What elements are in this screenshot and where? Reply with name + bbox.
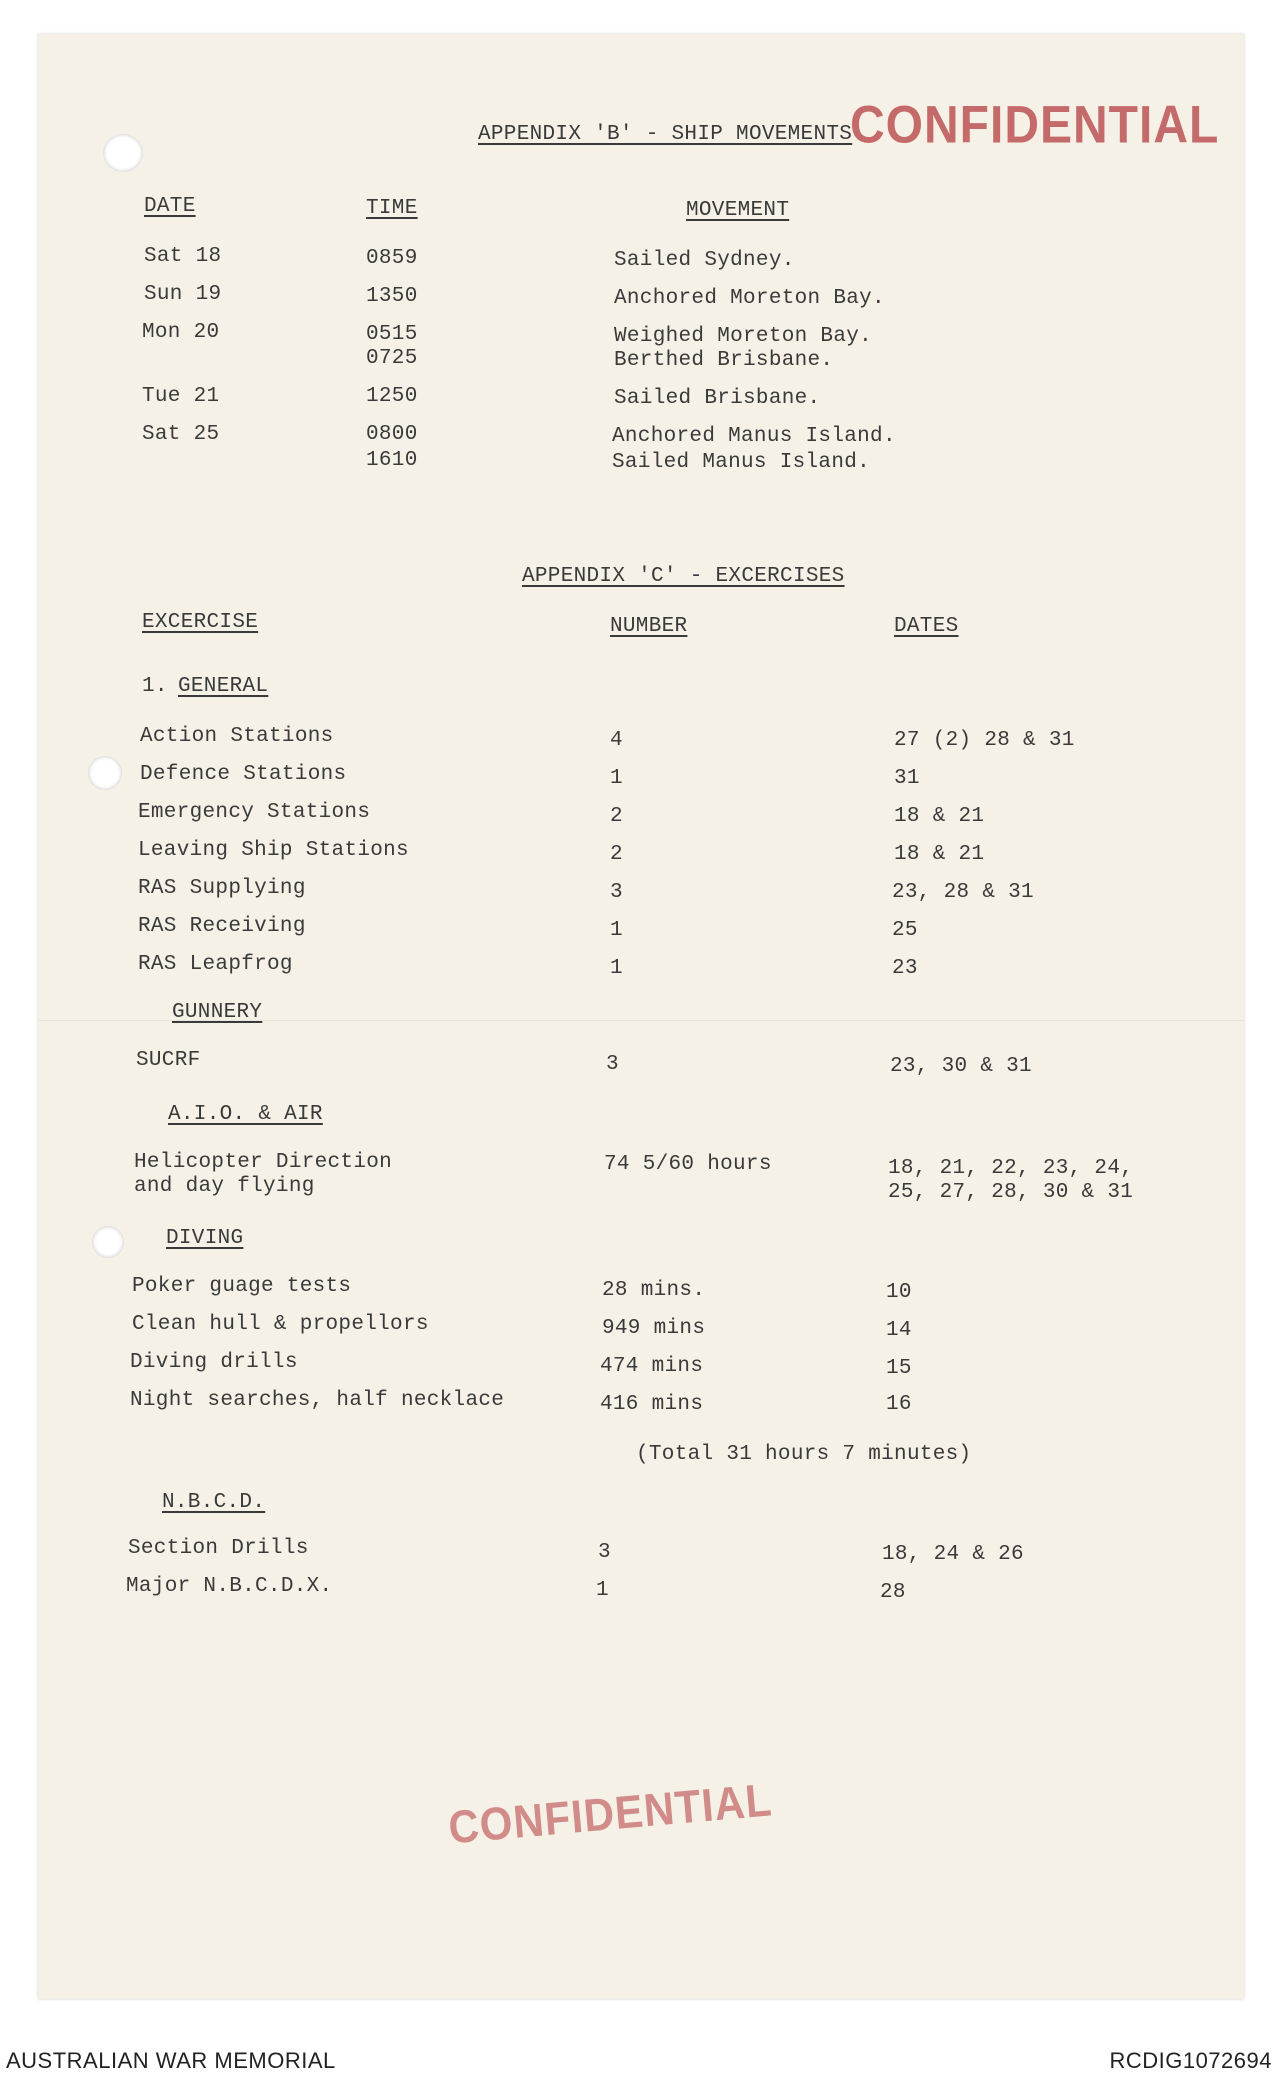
header-date: DATE <box>144 195 196 218</box>
exercise-number: 1 <box>610 919 623 942</box>
exercise-name: Action Stations <box>140 725 334 748</box>
exercise-dates: 10 <box>886 1281 912 1304</box>
punch-hole-lower <box>92 1226 124 1258</box>
movement-text: Sailed Sydney. <box>614 249 795 272</box>
exercise-dates: 23, 30 & 31 <box>890 1055 1032 1078</box>
movement-text: Sailed Manus Island. <box>612 451 871 474</box>
header-number: NUMBER <box>610 615 688 638</box>
exercise-name: Night searches, half necklace <box>130 1389 505 1412</box>
exercise-number: 74 5/60 hours <box>604 1153 772 1176</box>
exercise-number: 28 mins. <box>602 1279 706 1302</box>
exercise-name: Diving drills <box>130 1351 298 1374</box>
section-heading-diving: DIVING <box>166 1227 244 1250</box>
movement-date: Sat 25 <box>142 423 220 446</box>
header-dates: DATES <box>894 615 959 638</box>
exercise-name: Emergency Stations <box>138 801 371 824</box>
movement-time: 0515 <box>366 323 418 346</box>
exercise-name: RAS Supplying <box>138 877 306 900</box>
exercise-name: Clean hull & propellors <box>132 1313 429 1336</box>
appendix-c-title: APPENDIX 'C' - EXCERCISES <box>522 565 845 588</box>
exercise-number: 3 <box>610 881 623 904</box>
header-movement: MOVEMENT <box>686 199 790 222</box>
confidential-stamp-top: CONFIDENTIAL <box>850 96 1220 155</box>
exercise-name: RAS Leapfrog <box>138 953 293 976</box>
exercise-name: Helicopter Direction <box>134 1151 393 1174</box>
exercise-dates: 18, 21, 22, 23, 24, <box>888 1157 1134 1180</box>
document-page <box>38 34 1244 1999</box>
exercise-number: 416 mins <box>600 1393 704 1416</box>
section-heading-aio-air: A.I.O. & AIR <box>168 1103 323 1126</box>
section-number: 1. <box>142 675 168 698</box>
exercise-dates: 15 <box>886 1357 912 1380</box>
exercise-dates-line2: 25, 27, 28, 30 & 31 <box>888 1181 1134 1204</box>
movement-text: Weighed Moreton Bay. <box>614 325 873 348</box>
appendix-b-title: APPENDIX 'B' - SHIP MOVEMENTS <box>478 123 853 146</box>
movement-date: Sun 19 <box>144 283 222 306</box>
exercise-dates: 23, 28 & 31 <box>892 881 1034 904</box>
exercise-dates: 18, 24 & 26 <box>882 1543 1024 1566</box>
exercise-number: 3 <box>598 1541 611 1564</box>
movement-text: Anchored Manus Island. <box>612 425 896 448</box>
exercise-number: 1 <box>596 1579 609 1602</box>
header-time: TIME <box>366 197 418 220</box>
exercise-number: 1 <box>610 957 623 980</box>
movement-time: 0800 <box>366 423 418 446</box>
punch-hole-top <box>103 134 143 172</box>
exercise-number: 2 <box>610 805 623 828</box>
exercise-number: 2 <box>610 843 623 866</box>
exercise-dates: 25 <box>892 919 918 942</box>
movement-time: 0859 <box>366 247 418 270</box>
section-heading-gunnery: GUNNERY <box>172 1001 263 1024</box>
movement-time: 0725 <box>366 347 418 370</box>
exercise-number: 949 mins <box>602 1317 706 1340</box>
movement-text: Berthed Brisbane. <box>614 349 834 372</box>
exercise-name-line2: and day flying <box>134 1175 315 1198</box>
exercise-name: Poker guage tests <box>132 1275 352 1298</box>
movement-time: 1250 <box>366 385 418 408</box>
movement-text: Sailed Brisbane. <box>614 387 821 410</box>
movement-text: Anchored Moreton Bay. <box>614 287 885 310</box>
diving-total: (Total 31 hours 7 minutes) <box>636 1443 972 1466</box>
movement-date: Mon 20 <box>142 321 220 344</box>
exercise-number: 1 <box>610 767 623 790</box>
exercise-number: 3 <box>606 1053 619 1076</box>
exercise-dates: 31 <box>894 767 920 790</box>
exercise-dates: 16 <box>886 1393 912 1416</box>
movement-date: Tue 21 <box>142 385 220 408</box>
exercise-name: Section Drills <box>128 1537 309 1560</box>
exercise-name: Leaving Ship Stations <box>138 839 409 862</box>
movement-time: 1350 <box>366 285 418 308</box>
footer-record-id: RCDIG1072694 <box>1109 2048 1272 2073</box>
exercise-dates: 18 & 21 <box>894 805 985 828</box>
movement-date: Sat 18 <box>144 245 222 268</box>
exercise-number: 4 <box>610 729 623 752</box>
exercise-name: RAS Receiving <box>138 915 306 938</box>
exercise-dates: 14 <box>886 1319 912 1342</box>
exercise-dates: 27 (2) 28 & 31 <box>894 729 1075 752</box>
exercise-dates: 18 & 21 <box>894 843 985 866</box>
header-exercise: EXCERCISE <box>142 611 259 634</box>
exercise-name: Major N.B.C.D.X. <box>126 1575 333 1598</box>
movement-time: 1610 <box>366 449 418 472</box>
footer-archive-name: AUSTRALIAN WAR MEMORIAL <box>6 2048 336 2073</box>
exercise-name: SUCRF <box>136 1049 201 1072</box>
section-heading-nbcd: N.B.C.D. <box>162 1491 266 1514</box>
punch-hole-middle <box>88 756 122 790</box>
exercise-number: 474 mins <box>600 1355 704 1378</box>
exercise-name: Defence Stations <box>140 763 347 786</box>
confidential-stamp-bottom: CONFIDENTIAL <box>446 1773 775 1854</box>
exercise-dates: 23 <box>892 957 918 980</box>
exercise-dates: 28 <box>880 1581 906 1604</box>
section-heading-general: GENERAL <box>178 675 269 698</box>
